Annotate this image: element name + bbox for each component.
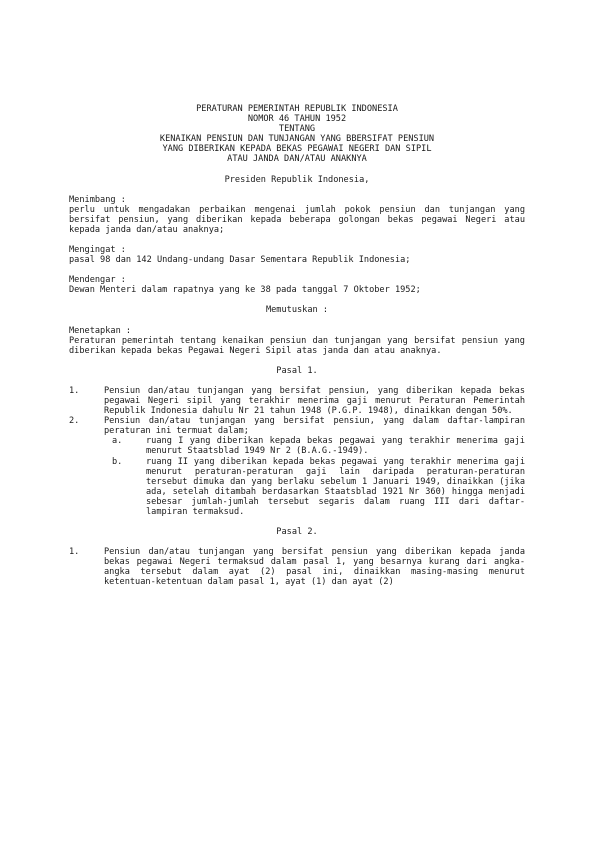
sub-item-letter: a. <box>112 436 123 447</box>
mengingat-section <box>69 245 525 265</box>
item-text: Pensiun dan/atau tunjangan yang bersifat pensiun, yang dalam daftar-lampiran peraturan ini termuat dalam; <box>104 416 525 437</box>
document-header <box>69 104 525 165</box>
sub-item-text: ruang II yang diberikan kepada bekas pegawai yang terakhir menerima gaji menurut peraturan-peraturan gaji lain daripada peraturan-peraturan tersebut dimuka dan yang berlaku sebelum 1 Januari 1949, dinaikkan (jika ada, setelah ditambah berdasarkan Staatsblad 1921 Nr 360) hingga menjadi sebesar jumlah-jumlah tersebut segaris dalam ruang III dari daftar-lampiran termaksud. <box>146 456 525 517</box>
regulation-subject-line-1: KENAIKAN PENSIUN DAN TUNJANGAN YANG BBERSIFAT PENSIUN <box>159 134 435 145</box>
pasal-1-heading: Pasal 1. <box>276 365 318 376</box>
pasal-2-heading: Pasal 2. <box>276 527 318 538</box>
menimbang-section <box>69 195 525 235</box>
regulation-number: NOMOR 46 TAHUN 1952 <box>247 114 347 125</box>
menimbang-text: perlu untuk mengadakan perbaikan mengenai jumlah pokok pensiun dan tunjangan yang bersifat pensiun, yang diberikan kepada beberapa golongan bekas pegawai Negeri atau kepada janda dan/atau anaknya; <box>69 204 525 235</box>
sub-item-letter: b. <box>112 456 123 467</box>
regulation-subject-line-2: YANG DIBERIKAN KEPADA BEKAS PEGAWAI NEGERI DAN SIPIL <box>162 144 432 155</box>
pasal-1-item-1 <box>69 386 525 416</box>
mendengar-label: Mendengar : <box>69 275 126 286</box>
item-number: 1. <box>69 385 80 396</box>
menimbang-label: Menimbang : <box>69 194 126 205</box>
menetapkan-text: Peraturan pemerintah tentang kenaikan pensiun dan tunjangan yang bersifat pensiun yang diberikan kepada bekas Pegawai Negeri Sipil atas janda dan atau anaknya. <box>69 335 525 356</box>
sub-item-text: ruang I yang diberikan kepada bekas pegawai yang terakhir menerima gaji menurut Staatsblad 1949 Nr 2 (B.A.G.-1949). <box>146 436 525 457</box>
pasal-1-item-2-sub-a <box>104 436 525 456</box>
item-number: 1. <box>69 547 80 558</box>
mendengar-section <box>69 275 525 295</box>
item-text: Pensiun dan/atau tunjangan yang bersifat pensiun, yang diberikan kepada bekas pegawai Negeri sipil yang terakhir menerima gaji menurut Peraturan Pemerintah Republik Indonesia dahulu Nr 21 tahun 1948 (P.G.P. 1948), dinaikkan dengan 50%. <box>104 385 525 417</box>
item-number: 2. <box>69 416 80 427</box>
mendengar-text: Dewan Menteri dalam rapatnya yang ke 38 pada tanggal 7 Oktober 1952; <box>69 285 421 296</box>
pasal-1-item-2-sub-b <box>104 457 525 518</box>
regulation-title: PERATURAN PEMERINTAH REPUBLIK INDONESIA <box>196 104 398 114</box>
president-heading: Presiden Republik Indonesia, <box>224 174 370 185</box>
menetapkan-section <box>69 326 525 356</box>
regulation-subject-line-3: ATAU JANDA DAN/ATAU ANAKNYA <box>227 154 367 165</box>
mengingat-label: Mengingat : <box>69 245 126 256</box>
pasal-2-item-1 <box>69 547 525 587</box>
document-body <box>69 104 525 588</box>
item-text: Pensiun dan/atau tunjangan yang bersifat pensiun yang diberikan kepada janda bekas pegawai Negeri termaksud dalam pasal 1, yang besarnya kurang dari angka-angka tersebut dalam ayat (2) pasal ini, dinaikkan masing-masing menurut ketentuan-ketentuan dalam pasal 1, ayat (1) dan ayat (2) <box>104 547 525 588</box>
mengingat-text: pasal 98 dan 142 Undang-undang Dasar Sementara Republik Indonesia; <box>69 255 411 266</box>
memutuskan-heading: Memutuskan : <box>265 305 329 316</box>
pasal-1-list <box>69 386 525 517</box>
pasal-2-list <box>69 547 525 587</box>
regulation-about: TENTANG <box>278 124 316 135</box>
pasal-1-item-2 <box>69 416 525 517</box>
menetapkan-label: Menetapkan : <box>69 325 132 336</box>
